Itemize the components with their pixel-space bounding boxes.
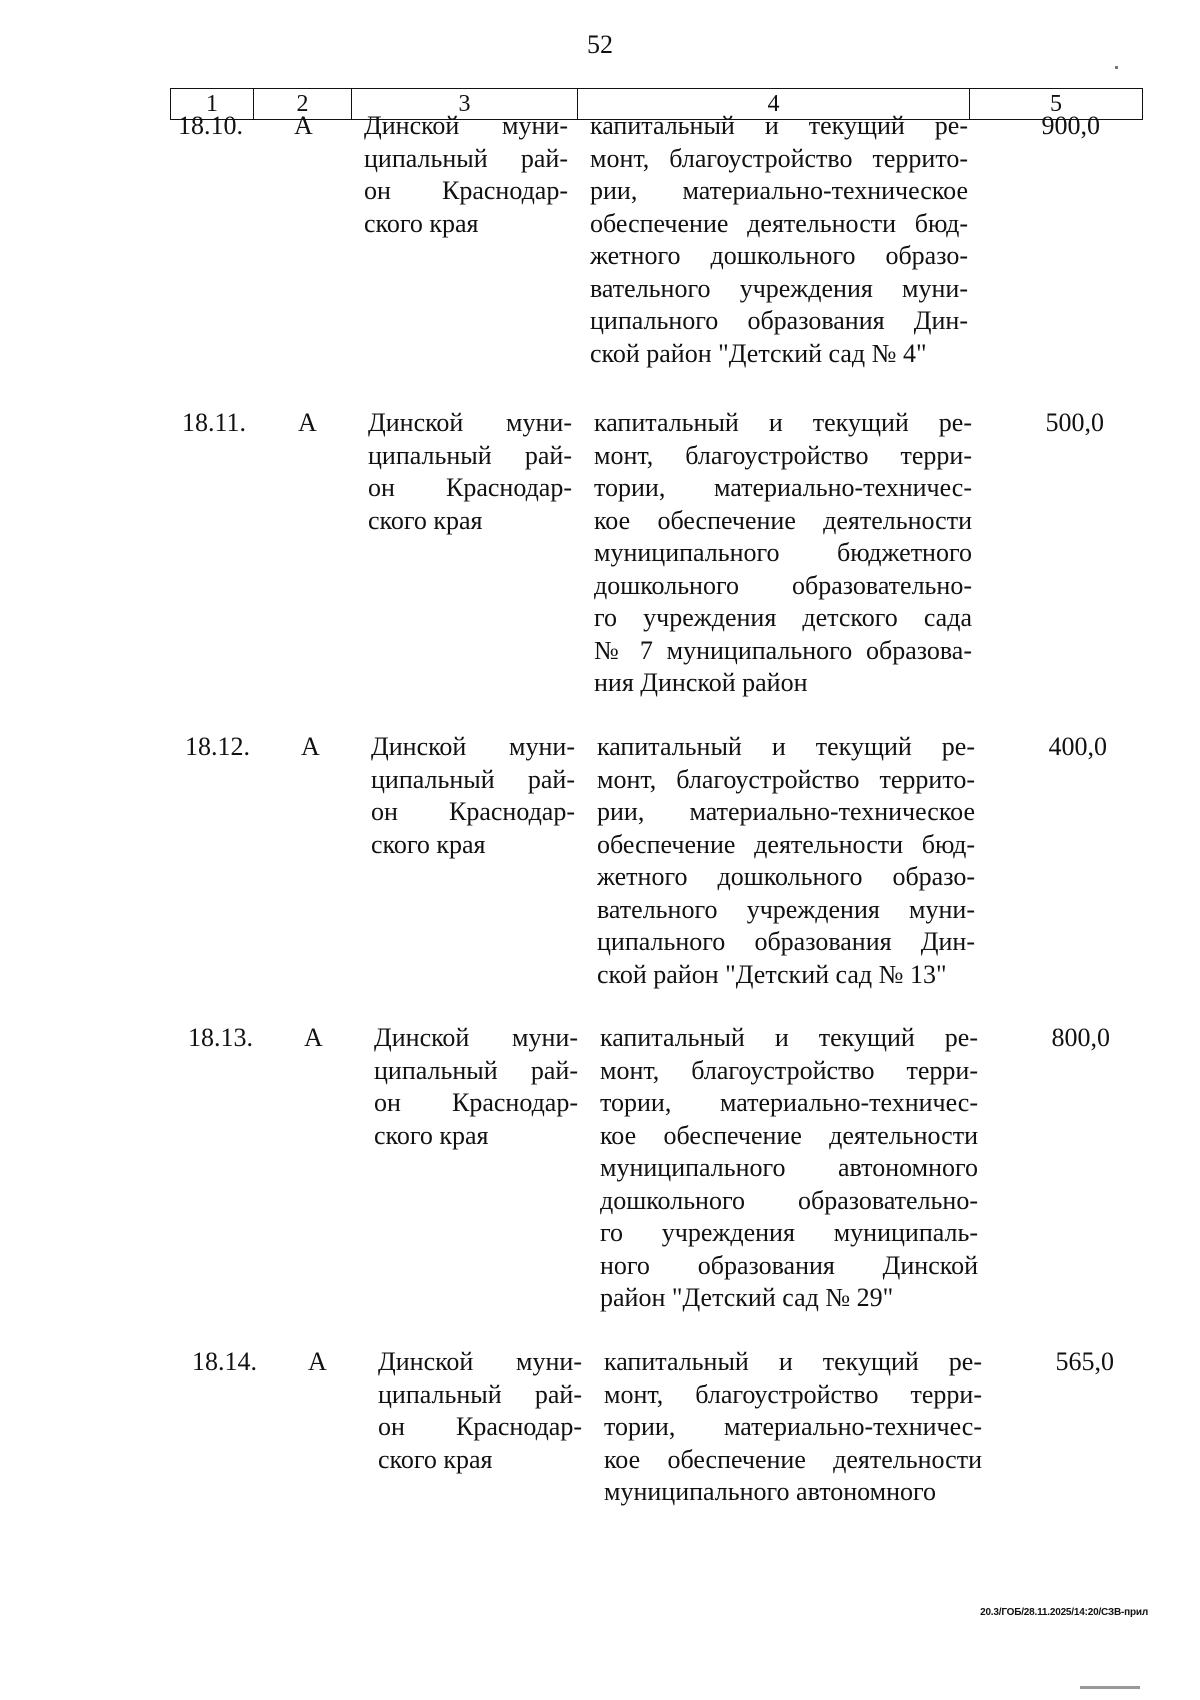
column-header-5: 5 xyxy=(970,89,1143,120)
description-line: кое обеспечение деятельности xyxy=(600,1120,978,1150)
description-line: кое обеспечение деятельности xyxy=(594,505,972,535)
description-line: го учреждения детского сада xyxy=(594,603,972,632)
district-line: ского края xyxy=(364,208,479,238)
row-number: 18.13. xyxy=(188,1023,253,1052)
description-line: капитальный и текущий ре- xyxy=(597,732,975,761)
description-line: дошкольного образовательно- xyxy=(594,570,972,600)
column-header-1: 1 xyxy=(171,89,254,120)
description-line: обеспечение деятельности бюд- xyxy=(597,829,975,859)
description-line: монт, благоустройство террито- xyxy=(590,143,968,173)
row-description xyxy=(590,110,968,370)
description-line: обеспечение деятельности бюд- xyxy=(590,208,968,238)
row-amount: 565,0 xyxy=(1055,1347,1114,1376)
district-line: ского края xyxy=(374,1120,489,1150)
description-line: капитальный и текущий ре- xyxy=(604,1347,982,1376)
description-line: тории, материально-техничес- xyxy=(594,473,972,502)
row-number: 18.10. xyxy=(178,111,243,140)
district-line: он Краснодар- xyxy=(371,797,575,826)
description-line: рии, материально-техническое xyxy=(590,176,968,205)
row-description xyxy=(597,731,975,991)
row-number: 18.12. xyxy=(185,732,250,761)
row-category: А xyxy=(294,111,313,140)
description-line: ципального образования Дин- xyxy=(590,306,968,335)
row-category: А xyxy=(301,732,320,761)
column-header-4: 4 xyxy=(578,89,970,120)
district-line: ципальный рай- xyxy=(368,440,572,470)
scan-mark xyxy=(1080,1686,1140,1689)
row-number: 18.14. xyxy=(192,1347,257,1376)
row-district xyxy=(374,1022,578,1152)
description-line: монт, благоустройство террито- xyxy=(597,764,975,794)
district-line: Динской муни- xyxy=(378,1347,582,1376)
district-line: Динской муни- xyxy=(371,732,575,761)
scan-speck xyxy=(1115,66,1118,69)
description-line: дошкольного образовательно- xyxy=(600,1185,978,1215)
district-line: ципальный рай- xyxy=(374,1055,578,1085)
district-line: ского края xyxy=(371,829,486,859)
description-line: го учреждения муниципаль- xyxy=(600,1218,978,1247)
description-line: ного образования Динской xyxy=(600,1250,978,1280)
description-line: муниципального бюджетного xyxy=(594,538,972,567)
district-line: он Краснодар- xyxy=(368,473,572,502)
row-category: А xyxy=(308,1347,327,1376)
description-line: тории, материально-техничес- xyxy=(604,1412,982,1441)
description-line: вательного учреждения муни- xyxy=(597,894,975,924)
description-line: монт, благоустройство терри- xyxy=(594,440,972,470)
district-line: он Краснодар- xyxy=(378,1412,582,1441)
row-district xyxy=(378,1346,582,1476)
row-district xyxy=(368,407,572,537)
description-line: монт, благоустройство терри- xyxy=(604,1379,982,1409)
description-line: район "Детский сад № 29" xyxy=(600,1283,894,1312)
description-line: жетного дошкольного образо- xyxy=(597,862,975,891)
district-line: Динской муни- xyxy=(364,111,568,140)
row-description xyxy=(600,1022,978,1315)
district-line: Динской муни- xyxy=(368,408,572,437)
page-number: 52 xyxy=(587,30,613,59)
description-line: монт, благоустройство терри- xyxy=(600,1055,978,1085)
description-line: жетного дошкольного образо- xyxy=(590,241,968,270)
district-line: ского края xyxy=(378,1444,493,1474)
row-number: 18.11. xyxy=(182,408,247,437)
description-line: капитальный и текущий ре- xyxy=(600,1023,978,1052)
row-category: А xyxy=(304,1023,323,1052)
row-description xyxy=(604,1346,982,1509)
district-line: Динской муни- xyxy=(374,1023,578,1052)
document-code: 20.3/ГОБ/28.11.2025/14:20/СЗВ-прил xyxy=(980,1607,1148,1618)
description-line: вательного учреждения муни- xyxy=(590,273,968,303)
description-line: капитальный и текущий ре- xyxy=(590,111,968,140)
description-line: № 7 муниципального образова- xyxy=(594,635,972,665)
row-amount: 500,0 xyxy=(1045,408,1104,437)
description-line: ния Динской район xyxy=(594,668,808,697)
district-line: ского края xyxy=(368,505,483,535)
district-line: он Краснодар- xyxy=(374,1088,578,1117)
district-line: ципальный рай- xyxy=(378,1379,582,1409)
column-header-2: 2 xyxy=(254,89,352,120)
row-district xyxy=(364,110,568,240)
description-line: рии, материально-техническое xyxy=(597,797,975,826)
district-line: он Краснодар- xyxy=(364,176,568,205)
district-line: ципальный рай- xyxy=(371,764,575,794)
description-line: муниципального автономного xyxy=(600,1153,978,1182)
description-line: ской район "Детский сад № 13" xyxy=(597,959,947,989)
row-category: А xyxy=(298,408,317,437)
description-line: тории, материально-техничес- xyxy=(600,1088,978,1117)
description-line: муниципального автономного xyxy=(604,1477,937,1506)
row-description xyxy=(594,407,972,700)
district-line: ципальный рай- xyxy=(364,143,568,173)
row-district xyxy=(371,731,575,861)
row-amount: 800,0 xyxy=(1051,1023,1110,1052)
description-line: капитальный и текущий ре- xyxy=(594,408,972,437)
description-line: кое обеспечение деятельности xyxy=(604,1444,982,1474)
row-amount: 900,0 xyxy=(1041,111,1100,140)
row-amount: 400,0 xyxy=(1048,732,1107,761)
description-line: ской район "Детский сад № 4" xyxy=(590,338,927,368)
description-line: ципального образования Дин- xyxy=(597,927,975,956)
column-header-3: 3 xyxy=(352,89,578,120)
